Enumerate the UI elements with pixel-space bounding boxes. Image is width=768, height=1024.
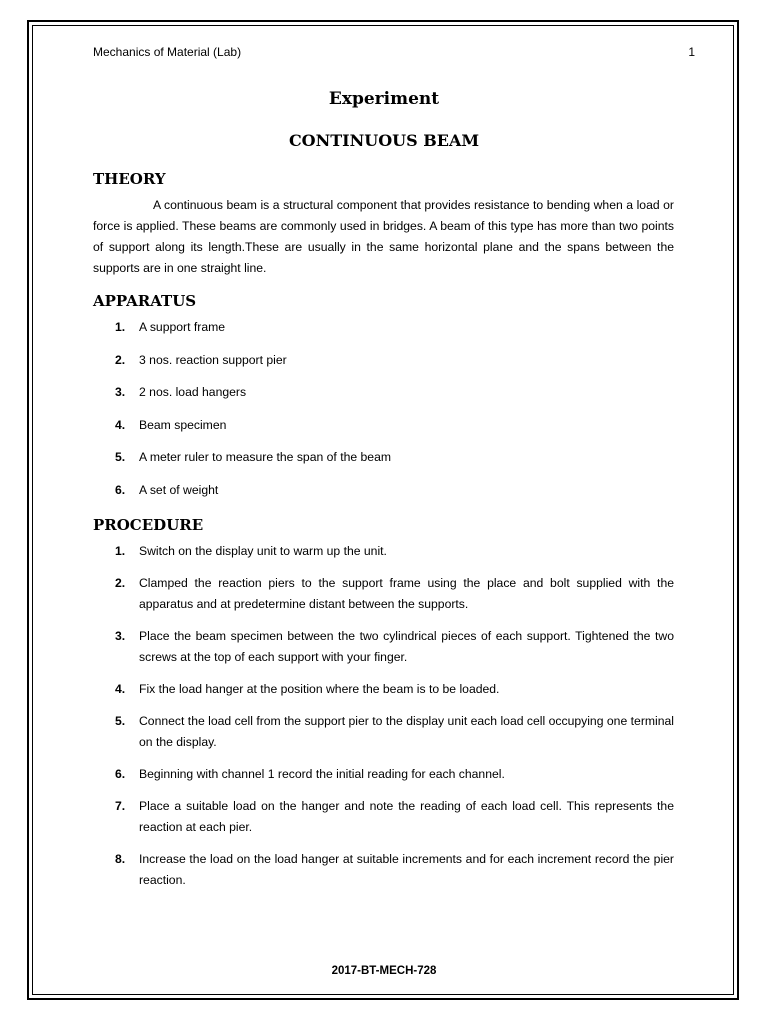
list-item [93, 415, 674, 436]
item-number: 5. [115, 714, 126, 728]
list-item [93, 626, 674, 668]
list-item [93, 382, 674, 403]
item-text: Place the beam specimen between the two cylindrical pieces of each support. Tightened the two screws at the top of each support with your finger. [139, 629, 674, 664]
list-item [93, 796, 674, 838]
item-text: Increase the load on the load hanger at suitable increments and for each increment record the pier reaction. [139, 852, 674, 887]
item-number: 3. [115, 385, 126, 399]
item-number: 2. [115, 576, 126, 590]
list-item [93, 350, 674, 371]
item-text: Beginning with channel 1 record the initial reading for each channel. [139, 767, 505, 781]
item-text: Connect the load cell from the support pier to the display unit each load cell occupying one terminal on the display. [139, 714, 674, 749]
experiment-name: CONTINUOUS BEAM [288, 131, 480, 150]
item-text: Clamped the reaction piers to the support frame using the place and bolt supplied with the apparatus and at predetermine distant between the supports. [139, 576, 674, 611]
item-number: 1. [115, 320, 126, 334]
list-item [93, 317, 674, 338]
header-course: Mechanics of Material (Lab) [93, 45, 242, 59]
item-text: 3 nos. reaction support pier [139, 352, 287, 367]
item-text: A set of weight [139, 482, 219, 497]
item-text: 2 nos. load hangers [139, 385, 247, 399]
theory-heading: THEORY [93, 170, 166, 188]
apparatus-list [93, 317, 674, 512]
apparatus-heading: APPARATUS [93, 292, 197, 310]
item-number: 3. [115, 629, 126, 643]
list-item [93, 849, 674, 891]
item-number: 2. [115, 352, 126, 367]
item-text: Fix the load hanger at the position where the beam is to be loaded. [139, 682, 500, 696]
item-number: 1. [115, 544, 126, 558]
experiment-title: Experiment [328, 89, 440, 109]
list-item [93, 573, 674, 615]
item-number: 8. [115, 852, 126, 866]
procedure-list [93, 541, 674, 902]
item-text: A meter ruler to measure the span of the beam [139, 450, 392, 464]
list-item [93, 764, 674, 785]
header-page-number: 1 [688, 45, 695, 59]
item-number: 4. [115, 417, 126, 432]
theory-paragraph: A continuous beam is a structural component that provides resistance to bending when a load or force is applied. These beams are commonly used in bridges. A beam of this type has more than two points of support along its length.These are usually in the same horizontal plane and the spans between the supports are in one straight line. [93, 198, 674, 275]
item-text: Place a suitable load on the hanger and note the reading of each load cell. This represents the reaction at each pier. [139, 799, 674, 834]
item-number: 4. [115, 682, 126, 696]
item-number: 6. [115, 482, 126, 497]
list-item [93, 447, 674, 468]
item-text: A support frame [139, 320, 226, 334]
list-item [93, 711, 674, 753]
item-text: Switch on the display unit to warm up the unit. [139, 544, 387, 558]
item-text: Beam specimen [139, 417, 227, 432]
footer-id: 2017-BT-MECH-728 [331, 965, 437, 977]
list-item [93, 480, 674, 501]
item-number: 5. [115, 450, 126, 464]
item-number: 7. [115, 799, 126, 813]
list-item [93, 679, 674, 700]
item-number: 6. [115, 767, 126, 781]
list-item [93, 541, 674, 562]
procedure-heading: PROCEDURE [93, 516, 204, 534]
